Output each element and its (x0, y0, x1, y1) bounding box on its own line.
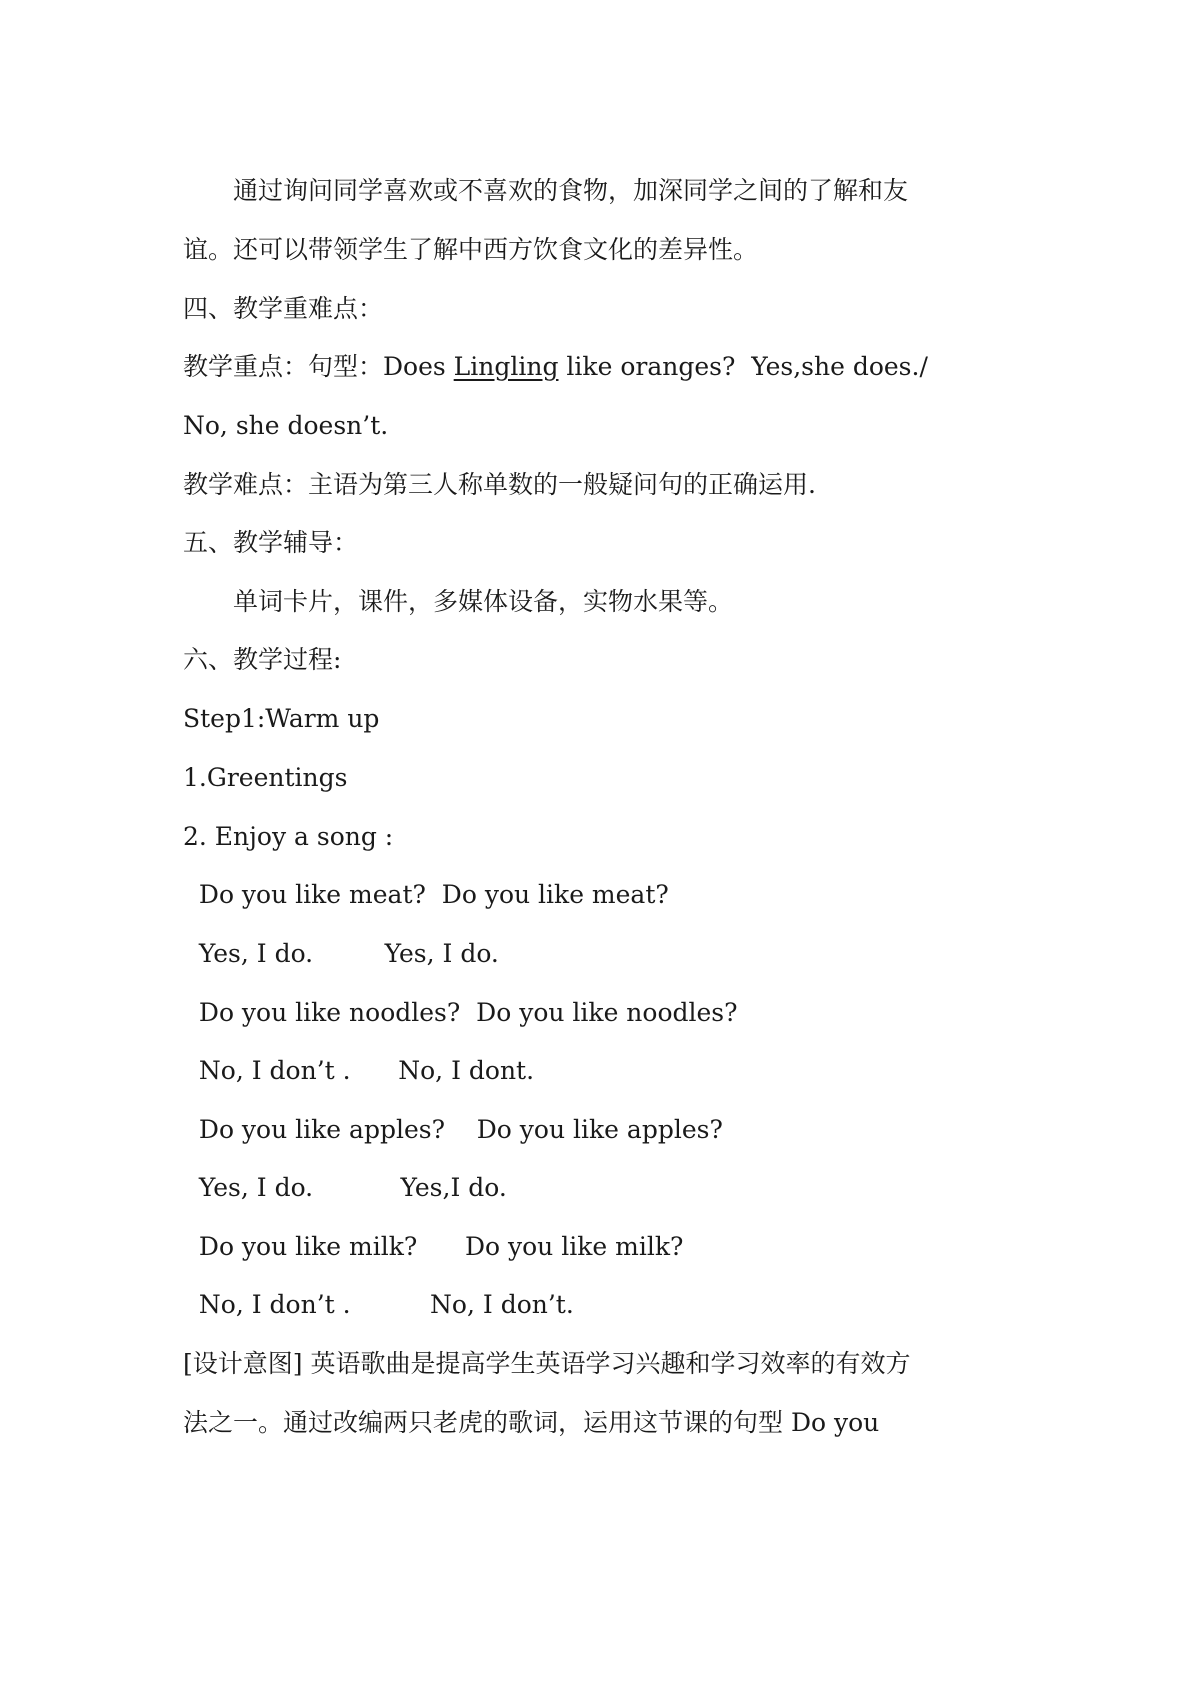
section-heading-process: 六、教学过程: (183, 645, 342, 674)
section-heading-key-points: 四、教学重难点： (183, 294, 384, 323)
design-intent-line-1: [设计意图] 英语歌曲是提高学生英语学习兴趣和学习效率的有效方 (183, 1349, 911, 1378)
song-lyric-line: Do you like noodles? Do you like noodles? (183, 998, 738, 1027)
key-point-suffix: like oranges? Yes,she does./ (558, 352, 928, 381)
difficult-point: 教学难点：主语为第三人称单数的一般疑问句的正确运用. (183, 470, 816, 499)
song-lyric-line: Yes, I do. Yes, I do. (183, 939, 499, 968)
song-lyric-line: No, I don’t . No, I dont. (183, 1056, 535, 1085)
song-lyric-line: Do you like apples? Do you like apples? (183, 1115, 723, 1144)
song-lyric-line: No, I don’t . No, I don’t. (183, 1290, 574, 1319)
step-item-song: 2. Enjoy a song : (183, 822, 394, 851)
section-heading-aids: 五、教学辅导： (183, 528, 359, 557)
step-1-heading: Step1:Warm up (183, 704, 380, 733)
song-lyric-line: Do you like milk? Do you like milk? (183, 1232, 684, 1261)
paragraph-intro-line-1: 通过询问同学喜欢或不喜欢的食物，加深同学之间的了解和友 (183, 176, 909, 205)
song-lyric-line: Do you like meat? Do you like meat? (183, 880, 669, 909)
key-point-answer: No, she doesn’t. (183, 411, 389, 440)
key-point-sentence (183, 352, 1023, 382)
underlined-name: Lingling (453, 352, 559, 381)
song-lyric-line: Yes, I do. Yes,I do. (183, 1173, 507, 1202)
paragraph-intro-line-2: 谊。还可以带领学生了解中西方饮食文化的差异性。 (183, 235, 759, 264)
design-intent-line-2: 法之一。通过改编两只老虎的歌词，运用这节课的句型 Do you (183, 1408, 880, 1437)
teaching-aids-list: 单词卡片，课件，多媒体设备，实物水果等。 (183, 587, 734, 616)
step-item-greetings: 1.Greentings (183, 763, 348, 792)
key-point-prefix: 教学重点：句型：Does (183, 352, 454, 381)
